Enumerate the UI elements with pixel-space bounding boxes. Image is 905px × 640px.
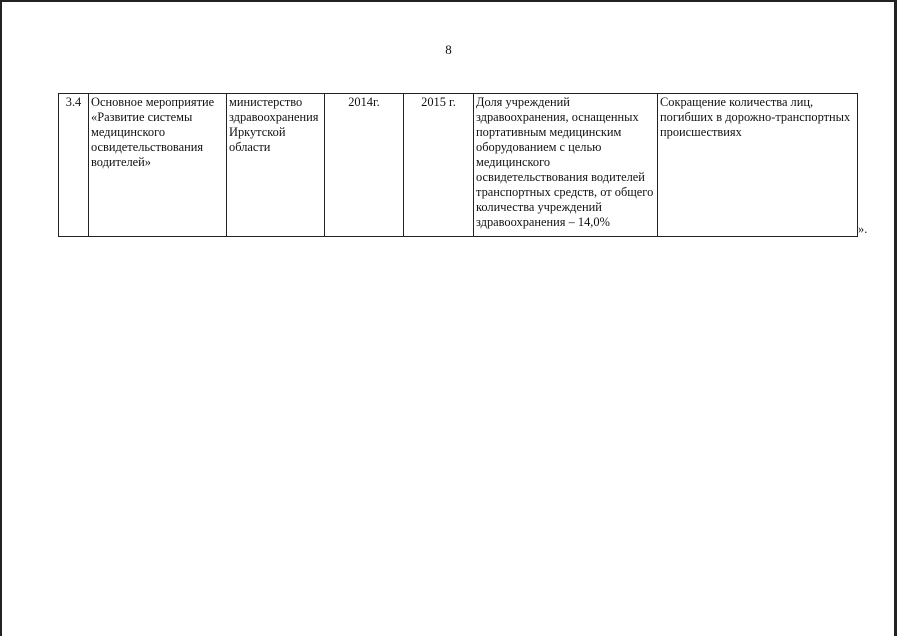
executor: министерство здравоохранения Иркутской области <box>227 94 325 237</box>
end-year: 2015 г. <box>404 94 474 237</box>
start-year: 2014г. <box>325 94 404 237</box>
target-indicator: Доля учреждений здравоохранения, оснащенных портативным медицинским оборудованием с целью медицинского освидетельствования водителей транспортных средств, от общего количества учреждений здравоохранения – 14,0% <box>474 94 658 237</box>
activity-table <box>58 93 858 237</box>
page-number: 8 <box>445 42 452 57</box>
expected-result: Сокращение количества лиц, погибших в дорожно-транспортных происшествиях <box>658 94 858 237</box>
closing-quote-mark: ». <box>858 222 868 236</box>
activity-name: Основное мероприятие «Развитие системы медицинского освидетельствования водителей» <box>89 94 227 237</box>
table-row <box>59 94 858 237</box>
row-number: 3.4 <box>59 94 89 237</box>
